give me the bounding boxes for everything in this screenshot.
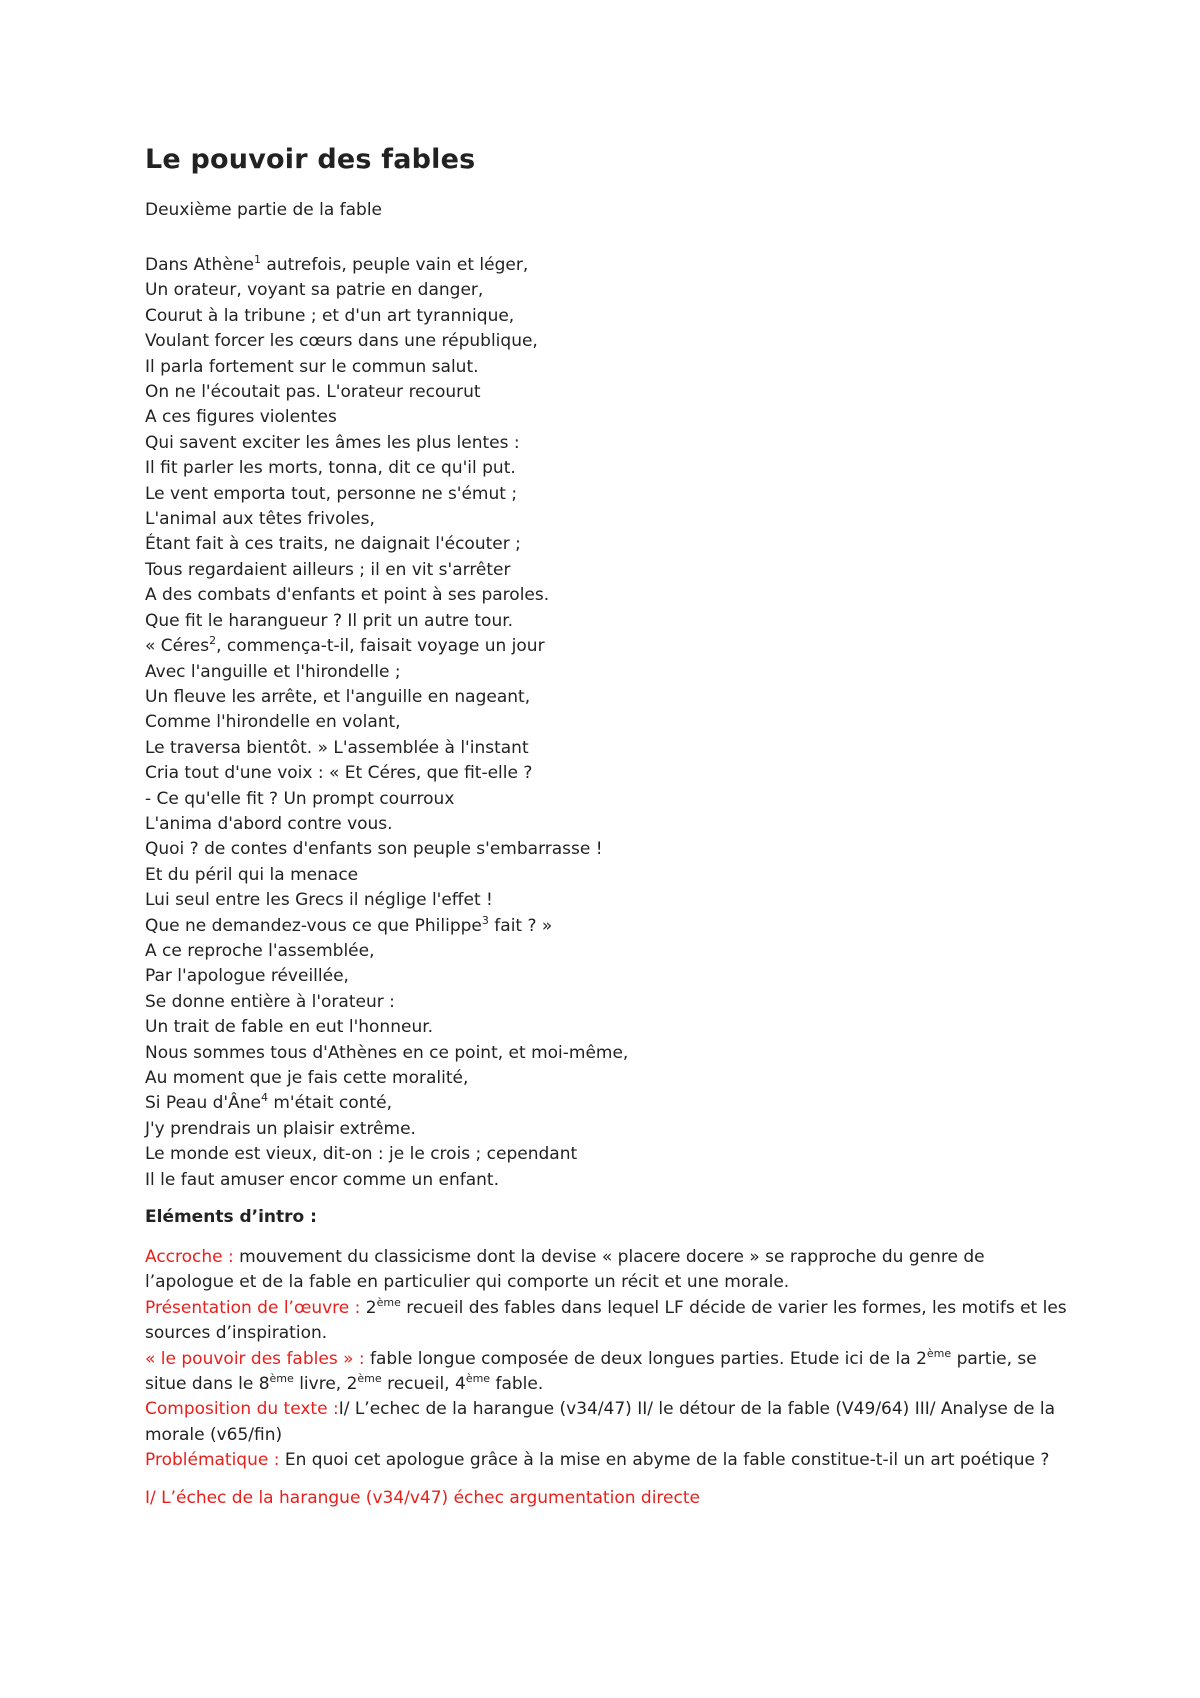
superscript: ème (926, 1346, 952, 1360)
problematique-paragraph (145, 1448, 1075, 1473)
composition-label: Composition du texte : (145, 1399, 339, 1420)
poem-line-text: Et du péril qui la menace (145, 864, 359, 885)
poem-line (145, 1091, 1075, 1116)
poem-line (145, 278, 1075, 303)
superscript: ème (376, 1295, 401, 1309)
poem-line-text: Un orateur, voyant sa patrie en danger, (145, 280, 484, 301)
poem-line (145, 710, 1075, 735)
poem-line (145, 812, 1075, 837)
poem-line-text: Se donne entière à l'orateur : (145, 991, 395, 1012)
page-title: Le pouvoir des fables (145, 144, 476, 175)
poem (145, 253, 1075, 1193)
intro-heading: Eléments d’intro : (145, 1207, 317, 1228)
poem-line-text: Avec l'anguille et l'hirondelle ; (145, 661, 401, 682)
poem-line (145, 1015, 1075, 1040)
poem-line (145, 456, 1075, 481)
fable-text-d: recueil, 4 (381, 1374, 466, 1395)
footnote-marker: 1 (254, 253, 262, 266)
poem-line (145, 609, 1075, 634)
poem-line-text: Qui savent exciter les âmes les plus lentes : (145, 432, 520, 453)
subtitle: Deuxième partie de la fable (145, 200, 383, 220)
poem-line (145, 1142, 1075, 1167)
poem-line (145, 685, 1075, 710)
footnote-marker: 3 (481, 913, 489, 927)
footnote-marker: 2 (209, 634, 217, 648)
poem-line-text: Il le faut amuser encor comme un enfant. (145, 1169, 499, 1190)
poem-line-text: Tous regardaient ailleurs ; il en vit s'arrêter (145, 559, 511, 580)
composition-paragraph (145, 1397, 1075, 1448)
accroche-paragraph (145, 1245, 1075, 1296)
poem-line-text: Courut à la tribune ; et d'un art tyrannique, (145, 305, 515, 326)
poem-line-text: J'y prendrais un plaisir extrême. (145, 1118, 416, 1139)
poem-line-text: Il parla fortement sur le commun salut. (145, 356, 479, 377)
fable-text-c: livre, 2 (293, 1374, 358, 1395)
poem-line-text: A ces figures violentes (145, 407, 337, 428)
fable-text-e: fable. (490, 1374, 544, 1395)
poem-line-text: Nous sommes tous d'Athènes en ce point, et moi-même, (145, 1042, 629, 1063)
poem-line-text: Comme l'hirondelle en volant, (145, 712, 401, 733)
poem-line (145, 888, 1075, 913)
poem-line-text: L'animal aux têtes frivoles, (145, 509, 375, 530)
poem-line-text: autrefois, peuple vain et léger, (261, 255, 529, 275)
problematique-label: Problématique : (145, 1450, 280, 1471)
poem-line-text: Par l'apologue réveillée, (145, 966, 349, 987)
superscript: ème (269, 1372, 294, 1386)
poem-line-text: Le monde est vieux, dit-on : je le crois ; cependant (145, 1144, 578, 1165)
poem-line (145, 990, 1075, 1015)
poem-line (145, 507, 1075, 532)
poem-line-text: - Ce qu'elle fit ? Un prompt courroux (145, 788, 455, 809)
poem-line-text: A ce reproche l'assemblée, (145, 940, 375, 961)
fable-paragraph (145, 1347, 1075, 1398)
poem-line (145, 253, 1075, 278)
poem-line (145, 939, 1075, 964)
poem-line-text: Que fit le harangueur ? Il prit un autre tour. (145, 610, 514, 631)
presentation-label: Présentation de l’œuvre : (145, 1297, 361, 1318)
poem-line (145, 558, 1075, 583)
document-content (145, 140, 1075, 1511)
poem-line-text: Un trait de fable en eut l'honneur. (145, 1017, 434, 1038)
accroche-text: mouvement du classicisme dont la devise « placere docere » se rapproche du genre de l’apologue et de la fable en particulier qui comporte un récit et une morale. (145, 1247, 985, 1293)
poem-line (145, 837, 1075, 862)
poem-line-text: Au moment que je fais cette moralité, (145, 1068, 469, 1088)
poem-line (145, 380, 1075, 405)
poem-line (145, 329, 1075, 354)
poem-line (145, 787, 1075, 812)
poem-line-text: , commença-t-il, faisait voyage un jour (216, 636, 545, 657)
poem-line (145, 660, 1075, 685)
presentation-text-a: 2 (360, 1297, 377, 1318)
section-heading: I/ L’échec de la harangue (v34/v47) échec argumentation directe (145, 1487, 700, 1508)
fable-text-b: partie, se situe dans le 8 (145, 1348, 1037, 1395)
poem-line-text: Lui seul entre les Grecs il néglige l'effet ! (145, 890, 493, 911)
poem-line-text: m'était conté, (267, 1093, 392, 1114)
poem-line-text: Le traversa bientôt. » L'assemblée à l'instant (145, 737, 529, 758)
fable-label: « le pouvoir des fables » : (145, 1348, 365, 1369)
poem-line-text: « Céres (145, 636, 210, 657)
poem-line (145, 863, 1075, 888)
poem-line-text: Il fit parler les morts, tonna, dit ce qu'il put. (145, 458, 516, 479)
poem-line (145, 431, 1075, 456)
poem-line (145, 355, 1075, 380)
poem-line (145, 304, 1075, 329)
poem-line-text: Un fleuve les arrête, et l'anguille en nageant, (145, 686, 531, 707)
poem-line (145, 761, 1075, 786)
poem-line-text: A des combats d'enfants et point à ses paroles. (145, 585, 550, 606)
superscript: ème (465, 1372, 491, 1386)
poem-line (145, 405, 1075, 430)
poem-line (145, 634, 1075, 659)
poem-line (145, 736, 1075, 761)
poem-line (145, 583, 1075, 608)
poem-line (145, 1117, 1075, 1142)
poem-line-text: Cria tout d'une voix : « Et Céres, que fit-elle ? (145, 763, 533, 784)
poem-line-text: L'anima d'abord contre vous. (145, 813, 393, 834)
superscript: ème (357, 1372, 382, 1386)
poem-line-text: On ne l'écoutait pas. L'orateur recourut (145, 382, 481, 403)
fable-text-a: fable longue composée de deux longues parties. Etude ici de la 2 (364, 1348, 927, 1369)
poem-line (145, 1041, 1075, 1066)
poem-line (145, 532, 1075, 557)
poem-line-text: Quoi ? de contes d'enfants son peuple s'embarrasse ! (145, 839, 603, 860)
intro-block (145, 1245, 1075, 1474)
poem-line-text: Que ne demandez-vous ce que Philippe (145, 915, 482, 936)
presentation-text-b: recueil des fables dans lequel LF décide de varier les formes, les motifs et les sources d’inspiration. (145, 1297, 1067, 1344)
poem-line-text: Le vent emporta tout, personne ne s'émut ; (145, 483, 518, 504)
footnote-marker: 4 (260, 1091, 268, 1105)
presentation-paragraph (145, 1296, 1075, 1347)
poem-line-text: Étant fait à ces traits, ne daignait l'écouter ; (145, 534, 521, 555)
poem-line (145, 964, 1075, 989)
poem-line (145, 1168, 1075, 1193)
poem-line (145, 1066, 1075, 1091)
poem-line-text: Si Peau d'Âne (145, 1093, 261, 1114)
poem-line (145, 914, 1075, 939)
poem-line-text: fait ? » (488, 915, 553, 936)
accroche-label: Accroche : (145, 1247, 234, 1268)
poem-line-text: Dans Athène (145, 255, 255, 275)
poem-line (145, 482, 1075, 507)
composition-text: I/ L’echec de la harangue (v34/47) II/ le détour de la fable (V49/64) III/ Analyse de la morale (v65/fin) (145, 1399, 1056, 1445)
problematique-text: En quoi cet apologue grâce à la mise en abyme de la fable constitue-t-il un art poétique ? (279, 1450, 1050, 1471)
poem-line-text: Voulant forcer les cœurs dans une république, (145, 331, 538, 352)
